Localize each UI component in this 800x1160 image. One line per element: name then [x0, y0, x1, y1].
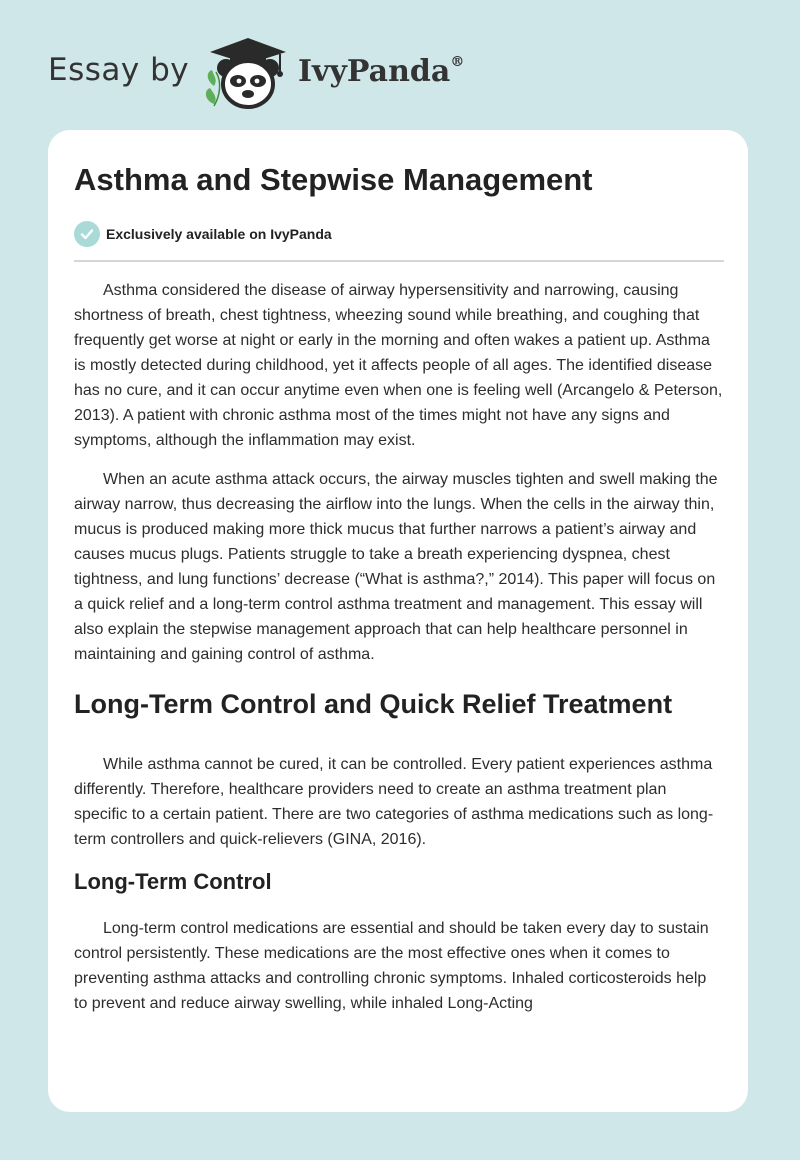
- paragraph: While asthma cannot be cured, it can be controlled. Every patient experiences asthma differently. Therefore, healthcare providers need to create an asthma treatment plan specific to a certain patient. There are two categories of asthma medications such as long-term controllers and quick-relievers (GINA, 2016).: [74, 756, 714, 848]
- section-heading: Long-Term Control and Quick Relief Treatment: [74, 689, 673, 719]
- paragraph: Asthma considered the disease of airway hypersensitivity and narrowing, causing shortness of breath, chest tightness, wheezing sound while breathing, and coughing that frequently get worse at night or early in the morning and often wakes a patient up. Asthma is mostly detected during childhood, yet it affects people of all ages. The identified disease has no cure, and it can occur anytime even when one is feeling well (Arcangelo & Peterson, 2013). A patient with chronic asthma most of the times might not have any signs and symptoms, although the inflammation may exist.: [74, 282, 723, 449]
- checkmark-icon: [74, 221, 100, 247]
- badge-label: Exclusively available on IvyPanda: [106, 226, 332, 242]
- essay-card: [48, 130, 748, 1112]
- page-title: Asthma and Stepwise Management: [74, 162, 593, 197]
- registered-mark: ®: [450, 54, 465, 70]
- paragraph: Long-term control medications are essential and should be taken every day to sustain control persistently. These medications are the most effective ones when it comes to preventing asthma attacks and controlling chronic symptoms. Inhaled corticosteroids help to prevent and reduce airway swelling, while inhaled Long-Acting: [74, 920, 709, 1012]
- brand-name: [298, 54, 464, 89]
- essay-by-label: Essay by: [48, 52, 190, 88]
- site-header: [0, 0, 800, 130]
- article-body: [74, 278, 724, 1030]
- brand-text: IvyPanda: [298, 54, 451, 89]
- paragraph: When an acute asthma attack occurs, the airway muscles tighten and swell making the airway narrow, thus decreasing the airflow into the lungs. When the cells in the airway thin, mucus is produced making more thick mucus that further narrows a patient’s airway and causes mucus plugs. Patients struggle to take a breath experiencing dyspnea, chest tightness, and lung functions’ decrease (“What is asthma?,” 2014). This paper will focus on a quick relief and a long-term control asthma treatment and management. This essay will also explain the stepwise management approach that can help healthcare personnel in maintaining and gaining control of asthma.: [74, 471, 718, 663]
- exclusive-badge: [74, 221, 332, 247]
- ivypanda-logo-icon[interactable]: [200, 34, 290, 110]
- subsection-heading: Long-Term Control: [74, 869, 272, 894]
- divider: [74, 260, 724, 262]
